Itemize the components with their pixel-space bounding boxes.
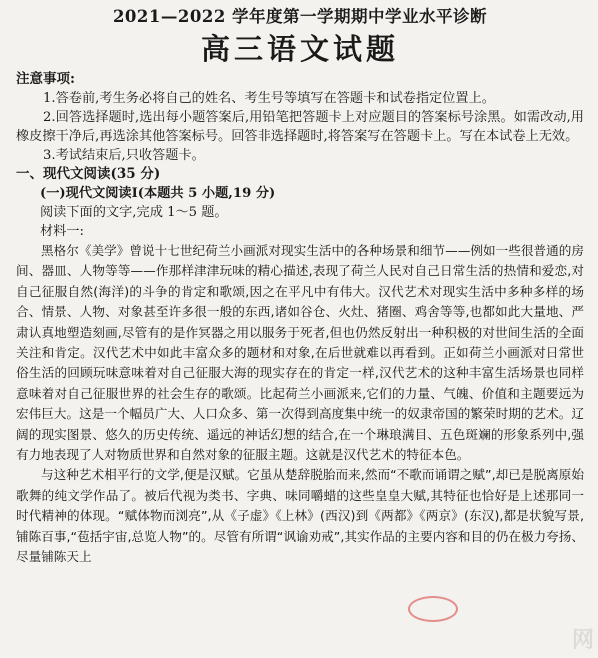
sub-section-heading: (一)现代文阅读Ⅰ(本题共 5 小题,19 分): [40, 186, 276, 201]
watermark-logo: 网: [571, 628, 596, 653]
exam-line: 2021—2022 学年度第一学期期中学业水平诊断: [112, 7, 488, 26]
notice-item: 3.考试结束后,只收答题卡。: [43, 148, 205, 163]
material-paragraph: 与这种艺术相平行的文学,便是汉赋。它虽从楚辞脱胎而来,然而“不歌而诵谓之赋”,却已是脱离原始歌舞的纯文学作品了。被后代视为类书、字典、味同嚼蜡的这些皇皇大赋,其特征也恰好是上述那同一时代精神的体现。“赋体物而浏亮”,从《子虚》《上林》(西汉)到《两都》《两京》(东汉),都是状貌写景,铺陈百事,“苞括宇宙,总览人物”的。尽管有所谓“讽谕劝戒”,其实作品的主要内容和目的仍在极力夸扬、尽量铺陈天上: [16, 467, 584, 565]
material-label: 材料一:: [40, 224, 85, 239]
notice-item: 1.答卷前,考生务必将自己的姓名、考生号等填写在答题卡和试卷指定位置上。: [43, 91, 495, 106]
material-paragraph: 黑格尔《美学》曾说十七世纪荷兰小画派对现实生活中的各种场景和细节——例如一些很普通的房间、器皿、人物等等——作那样津津玩味的精心描述,表现了荷兰人民对自己日常生活的热情和爱恋,对自己征服自然(海洋)的斗争的肯定和歌颂,因之在平凡中有伟大。汉代艺术对现实生活中多种多样的场合、情景、人物、对象甚至许多很一般的东西,诸如谷仓、火灶、猪圈、鸡舍等等,也都如此大量地、严肃认真地塑造刻画,尽管有的是作冥器之用以服务于死者,但也仍然反射出一种积极的对世间生活的全面关注和肯定。汉代艺术中如此丰富众多的题材和对象,在后世就难以再看到。正如荷兰小画派对日常世俗生活的回顾玩味意味着对自己征服大海的现实存在的肯定一样,汉代艺术的这种丰富生活场景也同样意味着对自己征服世界的社会生存的歌颂。比起荷兰小画派来,它们的力量、气魄、价值和主题要远为宏伟巨大。这是一个幅员广大、人口众多、第一次得到高度集中统一的奴隶帝国的繁荣时期的艺术。辽阔的现实图景、悠久的历史传统、遥远的神话幻想的结合,在一个琳琅满目、五色斑斓的形象系列中,强有力地表现了人对物质世界和自然对象的征服主题。这就是汉代艺术的特征本色。: [16, 243, 584, 463]
reading-instruction: 阅读下面的文字,完成 1～5 题。: [40, 205, 228, 220]
notice-item: 2.回答选择题时,选出每小题答案后,用铅笔把答题卡上对应题目的答案标号涂黑。如需改动,用橡皮擦干净后,再选涂其他答案标号。回答非选择题时,将答案写在答题卡上。写在本试卷上无效。: [16, 110, 584, 144]
notice-heading: 注意事项:: [16, 71, 75, 87]
page-title: 高三语文试题: [200, 32, 399, 66]
section-heading: 一、现代文阅读(35 分): [16, 166, 161, 182]
